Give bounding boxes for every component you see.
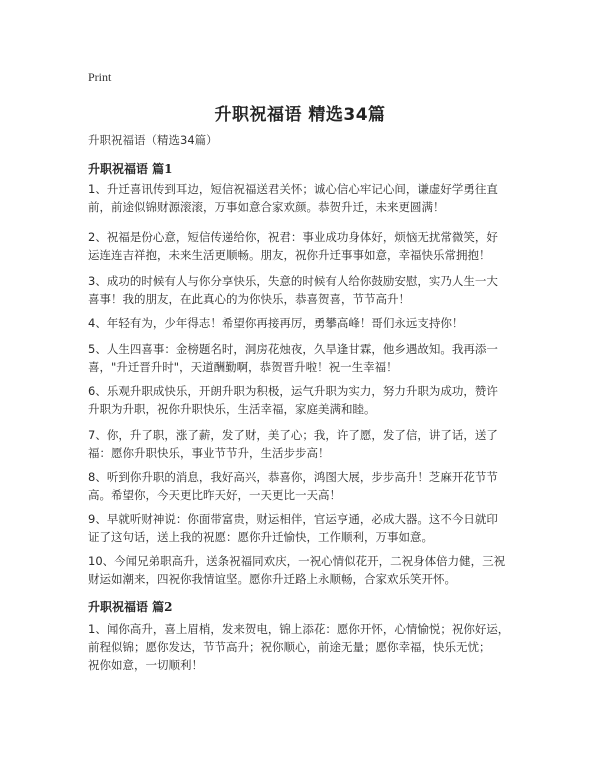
paragraph-line: 6、乐观升职成快乐，开朗升职为积极，运气升职为实力，努力升职为成功，赞许	[88, 384, 498, 398]
paragraph	[88, 620, 514, 674]
paragraph-line: 4、年轻有为，少年得志！希望你再接再厉，勇攀高峰！哥们永远支持你！	[88, 316, 464, 330]
paragraph-line: 喜，"升迁晋升时"，天道酬勤啊，恭贺晋升啦！祝一生幸福！	[88, 360, 398, 374]
paragraph	[88, 272, 514, 308]
section-heading-2: 升职祝福语 篇2	[88, 600, 173, 614]
paragraph-line: 福：愿你升职快乐，事业节节升，生活步步高！	[88, 446, 330, 460]
section-heading-1: 升职祝福语 篇1	[88, 162, 173, 176]
paragraph	[88, 314, 514, 332]
paragraph-line: 财运如潮来，四祝你我情谊坚。愿你升迁路上永顺畅，合家欢乐笑开怀。	[88, 572, 456, 586]
document-subtitle: 升职祝福语（精选34篇）	[88, 133, 218, 147]
paragraph	[88, 510, 514, 546]
paragraph	[88, 340, 514, 376]
paragraph-line: 8、听到你升职的消息，我好高兴，恭喜你，鸿图大展，步步高升！芝麻开花节节	[88, 470, 498, 484]
paragraph	[88, 426, 514, 462]
page-title: 升职祝福语 精选34篇	[214, 105, 386, 125]
paragraph-line: 证了这句话，送上我的祝愿：愿你升迁愉快，工作顺利，万事如意。	[88, 530, 433, 544]
paragraph-line: 升职为升职，祝你升职快乐，生活幸福，家庭美满和睦。	[88, 402, 376, 416]
paragraph-line: 前程似锦；愿你发达，节节高升；祝你顺心，前途无量；愿你幸福，快乐无忧；	[88, 640, 491, 654]
paragraph-line: 2、祝福是份心意，短信传递给你，祝君：事业成功身体好，烦恼无扰常微笑，好	[88, 230, 498, 244]
print-link[interactable]: Print	[88, 70, 112, 84]
paragraph	[88, 382, 514, 418]
paragraph-line: 7、你，升了职，涨了薪，发了财，美了心；我，许了愿，发了信，讲了话，送了	[88, 428, 498, 442]
paragraph-line: 前，前途似锦财源滚滚，万事如意合家欢颜。恭贺升迁，未来更圆满！	[88, 200, 445, 214]
paragraph-line: 喜事！我的朋友，在此真心的为你快乐，恭喜贺喜，节节高升！	[88, 292, 410, 306]
paragraph-line: 1、闻你高升，喜上眉梢，发来贺电，锦上添花：愿你开怀，心情愉悦；祝你好运，	[88, 622, 510, 636]
paragraph-line: 3、成功的时候有人与你分享快乐，失意的时候有人给你鼓励安慰，实乃人生一大	[88, 274, 498, 288]
paragraph-line: 1、升迁喜讯传到耳边，短信祝福送君关怀；诚心信心牢记心间，谦虚好学勇往直	[88, 182, 498, 196]
paragraph-line: 5、人生四喜事：金榜题名时，洞房花烛夜，久旱逢甘霖，他乡遇故知。我再添一	[88, 342, 498, 356]
paragraph-line: 运连连吉祥抱，未来生活更顺畅。朋友，祝你升迁事事如意，幸福快乐常拥抱！	[88, 248, 491, 262]
paragraph-line: 祝你如意，一切顺利！	[88, 658, 203, 672]
paragraph	[88, 468, 514, 504]
paragraph-line: 10、今闻兄弟职高升，送条祝福同欢庆，一祝心情似花开，二祝身体倍力健，三祝	[88, 554, 506, 568]
paragraph	[88, 552, 514, 588]
paragraph	[88, 180, 514, 216]
paragraph-line: 9、早就听财神说：你面带富贵，财运相伴，官运亨通，必成大器。这不今日就印	[88, 512, 498, 526]
paragraph-line: 高。希望你，今天更比昨天好，一天更比一天高！	[88, 488, 341, 502]
paragraph	[88, 228, 514, 264]
